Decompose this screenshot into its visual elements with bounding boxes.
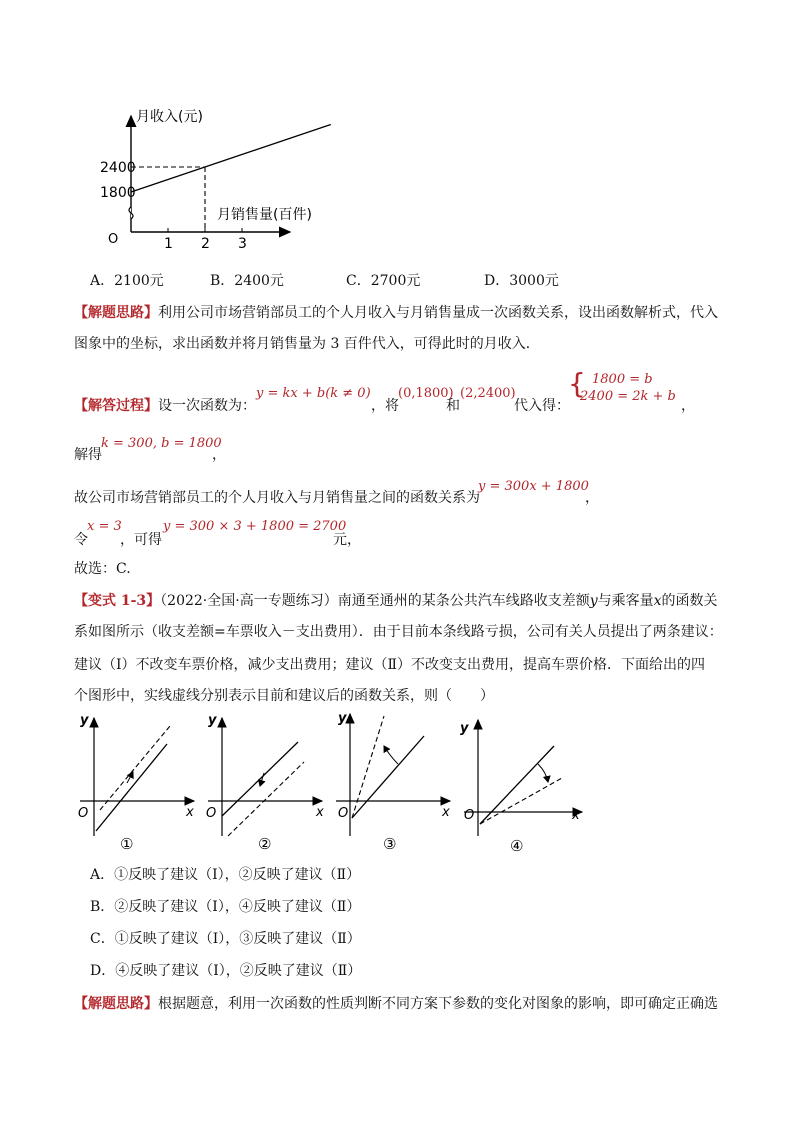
graph-4-dashed [480, 778, 562, 824]
graph-3-arrow [384, 746, 398, 764]
graph-2-x-label: x [316, 805, 324, 820]
graph-4-y-label: y [460, 721, 469, 736]
y-axis-label: 月收入(元) [136, 109, 203, 125]
graph-4-arrow [538, 764, 548, 782]
variant-line-3: 建议（Ⅰ）不改变车票价格，减少支出费用；建议（Ⅱ）不改变支出费用，提高车票价格．下面给出的四 [74, 657, 706, 673]
option2-d[interactable]: D．④反映了建议（Ⅰ），②反映了建议（Ⅱ） [90, 963, 362, 979]
variant-line-2: 系如图所示（收支差额=车票收入－支出费用）．由于目前本条线路亏损，公司有关人员提出了两条建议： [74, 624, 723, 640]
graph-1-y-label: y [80, 713, 89, 728]
graph-1-label: ① [120, 835, 134, 853]
point-1: (0,1800) [398, 386, 454, 401]
graph-3-origin: O [338, 806, 349, 821]
x-tick-label: 3 [238, 236, 247, 252]
option-b[interactable]: B．2400元 [210, 273, 284, 289]
graph-2-y-label: y [208, 713, 217, 728]
income-line [131, 125, 331, 193]
thinking-paragraph-1: 【解题思路】利用公司市场营销部员工的个人月收入与月销售量成一次函数关系，设出函数解析式，代入 [74, 305, 718, 321]
graph-1 [78, 713, 194, 853]
graph-4-origin: O [464, 808, 475, 823]
thinking-tag: 【解题思路】 [74, 305, 158, 321]
process-line-1: 【解答过程】设一次函数为： [74, 398, 256, 414]
option-a[interactable]: A．2100元 [90, 273, 164, 289]
system-eq-2: 2400 = 2k + b [580, 389, 676, 404]
graph-3-dashed [352, 716, 384, 818]
system-eq-1: 1800 = b [592, 372, 653, 387]
graph-1-arrow [127, 772, 133, 783]
graph-1-dashed [100, 726, 170, 810]
function-result: y = 300x + 1800 [478, 479, 589, 494]
thinking-line-2: 图象中的坐标，求出函数并将月销售量为 3 百件代入，可得此时的月收入． [74, 336, 540, 352]
option2-c[interactable]: C．①反映了建议（Ⅰ），③反映了建议（Ⅱ） [90, 931, 361, 947]
option-d[interactable]: D．3000元 [484, 273, 559, 289]
graph-2-label: ② [258, 835, 272, 853]
graph-3-x-label: x [442, 805, 450, 820]
option2-a[interactable]: A．①反映了建议（Ⅰ），②反映了建议（Ⅱ） [90, 867, 361, 883]
graph-2-arrow [260, 773, 264, 786]
variant-line-4: 个图形中，实线虚线分别表示目前和建议后的函数关系，则（ ） [74, 688, 494, 704]
graph-3-solid [352, 736, 424, 818]
solution-values: k = 300, b = 1800 [101, 436, 222, 451]
graph-2-origin: O [206, 806, 217, 821]
income-chart [100, 100, 340, 260]
options-q1 [90, 272, 164, 290]
formula-general: y = kx + b(k ≠ 0) [256, 386, 371, 401]
graph-3 [336, 711, 450, 853]
four-graphs [70, 706, 600, 858]
x-axis-label: 月销售量(百件) [217, 207, 312, 223]
graph-4-x-label: x [572, 808, 580, 823]
graph-1-solid [96, 744, 167, 831]
graph-1-x-label: x [186, 805, 194, 820]
variant-line-1: 【变式 1-3】（2022·全国·高一专题练习）南通至通州的某条公共汽车线路收支差额y与乘客量x的函数关 [74, 593, 718, 609]
graph-3-y-label: y [338, 711, 347, 726]
graph-4-label: ④ [510, 837, 524, 855]
graph-2 [206, 713, 324, 853]
origin-label: O [108, 232, 119, 247]
graph-1-origin: O [78, 806, 89, 821]
y-tick-label: 1800 [100, 185, 136, 201]
graph-3-label: ③ [383, 835, 397, 853]
option-c[interactable]: C．2700元 [346, 273, 421, 289]
system-brace: { [568, 367, 586, 400]
x-tick-label: 2 [201, 236, 210, 252]
x-tick-label: 1 [164, 236, 173, 252]
point-2: (2,2400) [460, 386, 516, 401]
computation: y = 300 × 3 + 1800 = 2700 [163, 519, 347, 534]
y-tick-label: 2400 [100, 160, 136, 176]
option2-b[interactable]: B．②反映了建议（Ⅰ），④反映了建议（Ⅱ） [90, 899, 361, 915]
axis-break [129, 207, 133, 219]
graph-4 [460, 720, 582, 855]
x-value: x = 3 [87, 519, 122, 534]
thinking-paragraph-2: 【解题思路】根据题意，利用一次函数的性质判断不同方案下参数的变化对图象的影响，即可确定正确选 [74, 996, 718, 1012]
answer-line: 故选：C. [74, 561, 131, 577]
